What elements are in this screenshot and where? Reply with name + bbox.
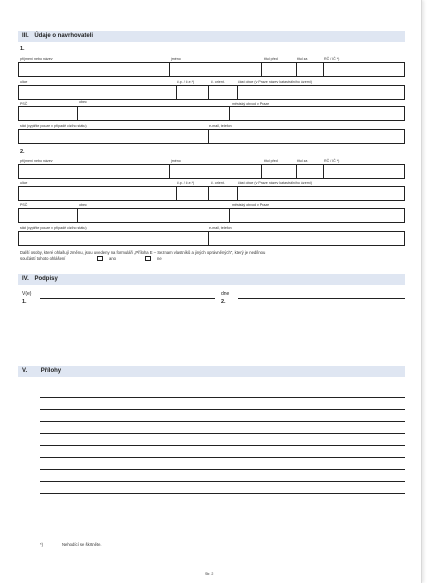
yes-label: ano bbox=[109, 256, 116, 261]
state-field[interactable] bbox=[18, 129, 209, 144]
date-line[interactable] bbox=[238, 298, 405, 299]
cp-field[interactable] bbox=[176, 186, 209, 201]
surname-field[interactable] bbox=[18, 164, 170, 179]
state-label: stát (vyplňte pouze v případě cizího státu) bbox=[20, 226, 87, 230]
attachment-line[interactable] bbox=[40, 433, 405, 434]
yes-checkbox[interactable] bbox=[97, 256, 103, 261]
place-label: V(e) bbox=[22, 291, 32, 297]
attachment-line[interactable] bbox=[40, 469, 405, 470]
municipality-label: obec bbox=[79, 203, 87, 207]
other-persons-note-line2: součástí tohoto ohlášení bbox=[20, 256, 66, 261]
attachment-line[interactable] bbox=[40, 445, 405, 446]
place-line[interactable] bbox=[40, 298, 215, 299]
psc-label: PSČ bbox=[20, 203, 28, 207]
rc-field[interactable] bbox=[323, 62, 405, 77]
state-label: stát (vyplňte pouze v případě cizího státu) bbox=[20, 124, 87, 128]
person-2-number: 2. bbox=[20, 149, 25, 155]
street-label: ulice bbox=[20, 80, 28, 84]
rc-label: RČ / IČ *) bbox=[324, 159, 340, 163]
cp-label: č.p. / č.e.*) bbox=[177, 80, 195, 84]
footnote-text: Nehodící se škrtněte. bbox=[62, 542, 102, 547]
orient-field[interactable] bbox=[208, 85, 238, 100]
orient-label: č. orient. bbox=[211, 181, 225, 185]
title-after-label: titul za bbox=[297, 57, 308, 61]
title-before-label: titul před bbox=[264, 57, 278, 61]
state-field[interactable] bbox=[18, 231, 209, 246]
section-3-title: Údaje o navrhovateli bbox=[34, 33, 94, 39]
email-field[interactable] bbox=[208, 231, 405, 246]
orient-field[interactable] bbox=[208, 186, 238, 201]
attachment-line[interactable] bbox=[40, 409, 405, 410]
city-district-field[interactable] bbox=[229, 208, 405, 223]
name-label: jméno bbox=[171, 159, 181, 163]
surname-field[interactable] bbox=[18, 62, 170, 77]
city-district-label: městský obvod v Praze bbox=[232, 203, 270, 207]
attachment-line[interactable] bbox=[40, 493, 405, 494]
name-field[interactable] bbox=[169, 62, 262, 77]
district-label: část obce (v Praze název katastrálního území) bbox=[238, 80, 312, 84]
attachment-line[interactable] bbox=[40, 397, 405, 398]
municipality-field[interactable] bbox=[77, 106, 230, 121]
section-4-header bbox=[18, 274, 405, 285]
name-field[interactable] bbox=[169, 164, 262, 179]
street-field[interactable] bbox=[18, 85, 177, 100]
city-district-label: městský obvod v Praze bbox=[232, 102, 270, 106]
rc-label: RČ / IČ *) bbox=[324, 57, 340, 61]
psc-field[interactable] bbox=[18, 208, 78, 223]
title-after-field[interactable] bbox=[296, 164, 324, 179]
psc-field[interactable] bbox=[18, 106, 78, 121]
title-after-label: titul za bbox=[297, 159, 308, 163]
title-before-field[interactable] bbox=[261, 164, 297, 179]
cp-field[interactable] bbox=[176, 85, 209, 100]
no-checkbox[interactable] bbox=[145, 256, 151, 261]
section-3-header bbox=[18, 31, 405, 42]
psc-label: PSČ bbox=[20, 102, 28, 106]
street-field[interactable] bbox=[18, 186, 177, 201]
district-label: část obce (v Praze název katastrálního území) bbox=[238, 181, 312, 185]
no-label: ne bbox=[157, 256, 162, 261]
rc-field[interactable] bbox=[323, 164, 405, 179]
cp-label: č.p. / č.e.*) bbox=[177, 181, 195, 185]
email-field[interactable] bbox=[208, 129, 405, 144]
municipality-field[interactable] bbox=[77, 208, 230, 223]
title-after-field[interactable] bbox=[296, 62, 324, 77]
date-label: dne bbox=[221, 291, 230, 297]
other-persons-note: Další osoby, které ohlašují změnu, jsou uvedeny na formuláři „Příloha E – Seznam vlastníků a jiných oprávněných", který je nedílnou bbox=[20, 250, 266, 255]
person-1-number: 1. bbox=[20, 46, 25, 52]
section-4-number: IV. bbox=[22, 276, 29, 282]
orient-label: č. orient. bbox=[211, 80, 225, 84]
surname-label: příjmení nebo název bbox=[20, 57, 53, 61]
section-5-title: Přílohy bbox=[40, 368, 62, 374]
page-number: Str. 2 bbox=[205, 572, 214, 576]
section-4-title: Podpisy bbox=[34, 276, 58, 282]
surname-label: příjmení nebo název bbox=[20, 159, 53, 163]
name-label: jméno bbox=[171, 57, 181, 61]
signature-2-label: 2. bbox=[221, 299, 226, 305]
email-label: e-mail, telefon bbox=[209, 226, 232, 230]
district-field[interactable] bbox=[237, 85, 405, 100]
attachment-line[interactable] bbox=[40, 457, 405, 458]
attachment-line[interactable] bbox=[40, 421, 405, 422]
attachment-line[interactable] bbox=[40, 481, 405, 482]
municipality-label: obec bbox=[79, 100, 87, 104]
title-before-field[interactable] bbox=[261, 62, 297, 77]
section-5-number: V. bbox=[22, 368, 28, 374]
signature-1-label: 1. bbox=[22, 299, 27, 305]
section-3-number: III. bbox=[22, 33, 29, 39]
street-label: ulice bbox=[20, 181, 28, 185]
email-label: e-mail, telefon bbox=[209, 124, 232, 128]
district-field[interactable] bbox=[237, 186, 405, 201]
title-before-label: titul před bbox=[264, 159, 278, 163]
city-district-field[interactable] bbox=[229, 106, 405, 121]
footnote-mark: *) bbox=[40, 542, 44, 547]
section-5-header bbox=[18, 366, 405, 377]
